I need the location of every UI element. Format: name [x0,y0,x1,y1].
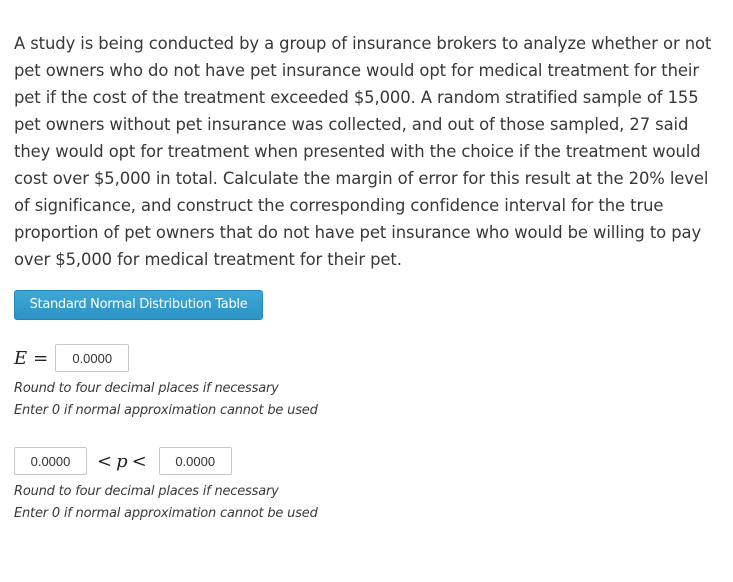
interval-hint-round: Round to four decimal places if necessary [14,484,279,499]
interval-hint-zero: Enter 0 if normal approximation cannot be used [14,506,318,521]
confidence-interval-row [14,447,232,475]
less-than-sign-2: < [131,450,147,472]
margin-of-error-input[interactable]: 0.0000 [55,344,129,372]
margin-of-error-variable: E [14,347,28,369]
equals-sign: = [33,347,49,369]
margin-of-error-hint-zero: Enter 0 if normal approximation cannot be used [14,403,318,418]
proportion-variable: p [116,450,128,472]
margin-of-error-row [14,344,129,372]
normal-table-button[interactable]: Standard Normal Distribution Table [14,290,263,320]
margin-of-error-hint-round: Round to four decimal places if necessary [14,381,279,396]
less-than-sign-1: < [97,450,113,472]
interval-upper-input[interactable]: 0.0000 [159,447,232,475]
interval-lower-input[interactable]: 0.0000 [14,447,87,475]
problem-statement: A study is being conducted by a group of insurance brokers to analyze whether or not pet owners who do not have pet insurance would opt for medical treatment for their pet if the cost of the treatment exceeded $5,000. A random stratified sample of 155 pet owners without pet insurance was collected, and out of those sampled, 27 said they would opt for treatment when presented with the choice if the treatment would cost over $5,000 in total. Calculate the margin of error for this result at the 20% level of significance, and construct the corresponding confidence interval for the true proportion of pet owners that do not have pet insurance who would be willing to pay over $5,000 for medical treatment for their pet. [14,34,712,269]
interval-inequality [97,451,147,472]
